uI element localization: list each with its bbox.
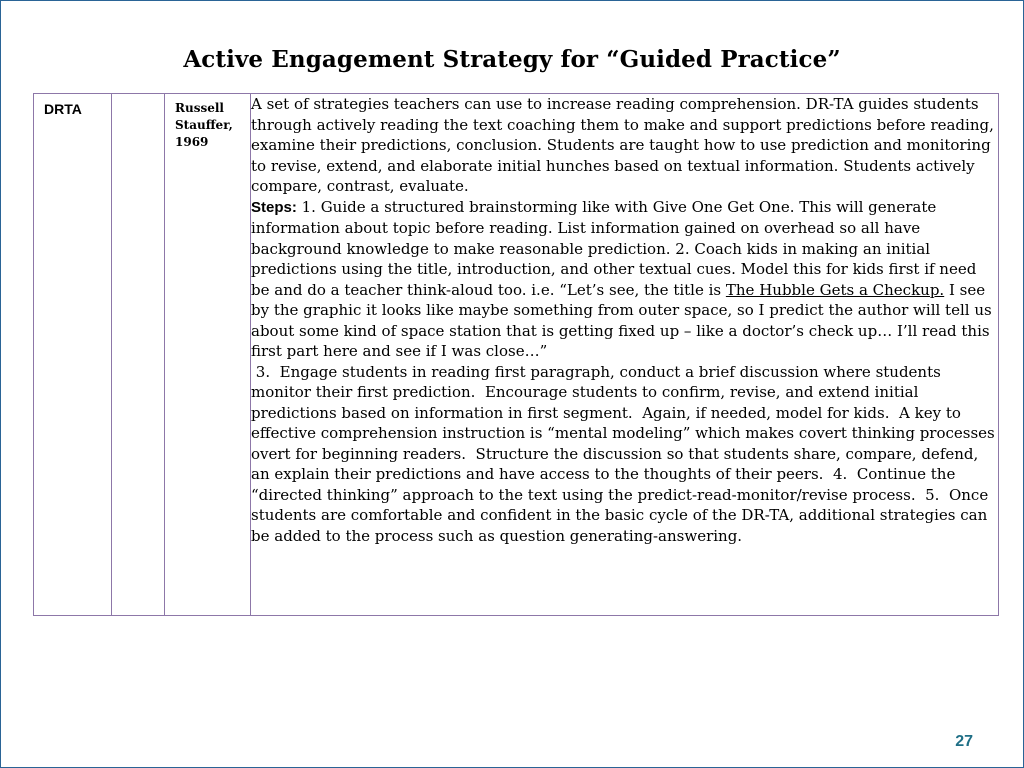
page-number: 27: [955, 733, 973, 750]
strategy-name: DRTA: [44, 101, 82, 117]
author-cell: [165, 94, 251, 616]
strategy-name-cell: [34, 94, 112, 616]
description-intro: A set of strategies teachers can use to increase reading comprehension. DR-TA guides students through actively reading the text coaching them to make and support predictions before reading, examine their predictions, conclusion. Students are taught how to use prediction and monitoring to revise, extend, and elaborate initial hunches based on textual information. Students actively compare, contrast, evaluate.: [251, 95, 994, 195]
blank-cell: [112, 94, 165, 616]
description-cell: [251, 94, 999, 616]
author-citation: Russell Stauffer, 1969: [175, 101, 233, 149]
steps-text-part3: 3. Engage students in reading first paragraph, conduct a brief discussion where students monitor their first prediction. Encourage students to confirm, revise, and extend initial predictions based on information in first segment. Again, if needed, model for kids. A key to effective comprehension instruction is “mental modeling” which makes covert thinking processes overt for beginning readers. Structure the discussion so that students share, compare, defend, an explain their predictions and have access to the thoughts of their peers. 4. Continue the “directed thinking” approach to the text using the predict-read-monitor/revise process. 5. Once students are comfortable and confident in the basic cycle of the DR-TA, additional strategies can be added to the process such as question generating-answering.: [251, 362, 1000, 545]
table-row: [34, 94, 999, 616]
strategy-table: [33, 93, 999, 616]
steps-label: Steps:: [251, 198, 297, 216]
book-title: The Hubble Gets a Checkup.: [725, 280, 945, 299]
slide-title: Active Engagement Strategy for “Guided Practice”: [183, 46, 841, 73]
steps-text-part2: I see by the graphic it looks like maybe something from outer space, so I predict the author will tell us about some kind of space station that is getting fixed up – like a doctor’s check up… I’ll read this first part here and see if I was close…”: [251, 280, 992, 360]
steps-text-part1: 1. Guide a structured brainstorming like with Give One Get One. This will generate information about topic before reading. List information gained on overhead so all have background knowledge to make reasonable prediction. 2. Coach kids in making an initial predictions using the title, introduction, and other textual cues. Model this for kids first if need be and do a teacher think-aloud too. i.e. “Let’s see, the title is: [251, 197, 977, 299]
